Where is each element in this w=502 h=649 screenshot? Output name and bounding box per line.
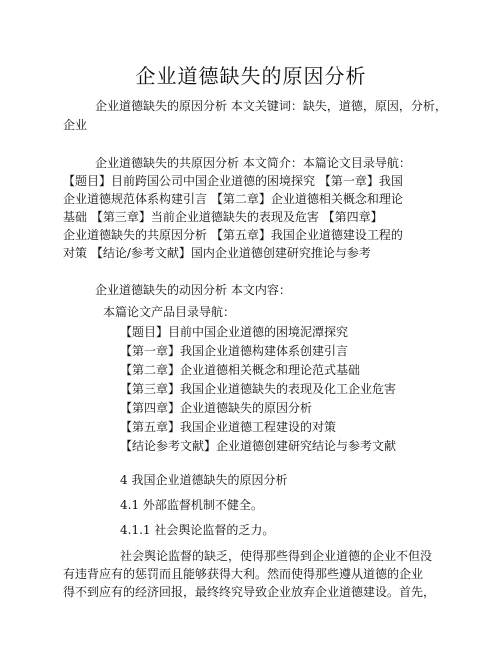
summary-line-4: 基础 【第三章】当前企业道德缺失的表现及危害 【第四章】 (63, 210, 383, 224)
document-title: 企业道德缺失的原因分析 (135, 64, 367, 88)
section-heading-4-1: 4.1 外部监督机制不健全。 (120, 498, 263, 512)
toc-item-conclusion: 【结论参考文献】企业道德创建研究结论与参考文献 (120, 439, 397, 453)
toc-item-chapter-2: 【第二章】企业道德相关概念和理论范式基础 (120, 363, 361, 377)
toc-item-title: 【题目】目前中国企业道德的困境泥潭探究 (120, 325, 349, 339)
keywords-line-2: 企业 (63, 118, 88, 132)
toc-heading: 本篇论文产品目录导航： (103, 305, 236, 319)
summary-line-6: 对策 【结论/参考文献】国内企业道德创建研究推论与参考 (63, 246, 371, 260)
summary-line-2: 【题目】目前跨国公司中国企业道德的困境探究 【第一章】我国 (63, 174, 403, 188)
toc-item-chapter-5: 【第五章】我国企业道德工程建设的对策 (120, 420, 337, 434)
body-paragraph-line-3: 得不到应有的经济回报，最终终究导致企业放弃企业道德建设。首先， (63, 585, 436, 599)
section-heading-4: 4 我国企业道德缺失的原因分析 (120, 473, 288, 487)
content-heading: 企业道德缺失的动因分析 本文内容： (95, 283, 291, 297)
body-paragraph-line-1: 社会舆论监督的缺乏，使得那些得到企业道德的企业不但没 (120, 549, 433, 563)
keywords-line-1: 企业道德缺失的原因分析 本文关键词：缺失，道德，原因，分析， (95, 99, 447, 113)
toc-item-chapter-3: 【第三章】我国企业道德缺失的表现及化工企业危害 (120, 382, 397, 396)
summary-line-1: 企业道德缺失的共原因分析 本文简介：本篇论文目录导航： (95, 156, 411, 170)
body-paragraph-line-2: 有违背应有的惩罚而且能够获得大利。然而使得那些遵从道德的企业 (63, 567, 424, 581)
summary-line-5: 企业道德缺失的共原因分析 【第五章】我国企业道德建设工程的 (63, 228, 403, 242)
toc-item-chapter-1: 【第一章】我国企业道德构建体系创建引言 (120, 344, 349, 358)
summary-line-3: 企业道德规范体系构建引言 【第二章】企业道德相关概念和理论 (63, 192, 403, 206)
section-heading-4-1-1: 4.1.1 社会舆论监督的乏力。 (120, 523, 275, 537)
toc-item-chapter-4: 【第四章】企业道德缺失的原因分析 (120, 401, 313, 415)
